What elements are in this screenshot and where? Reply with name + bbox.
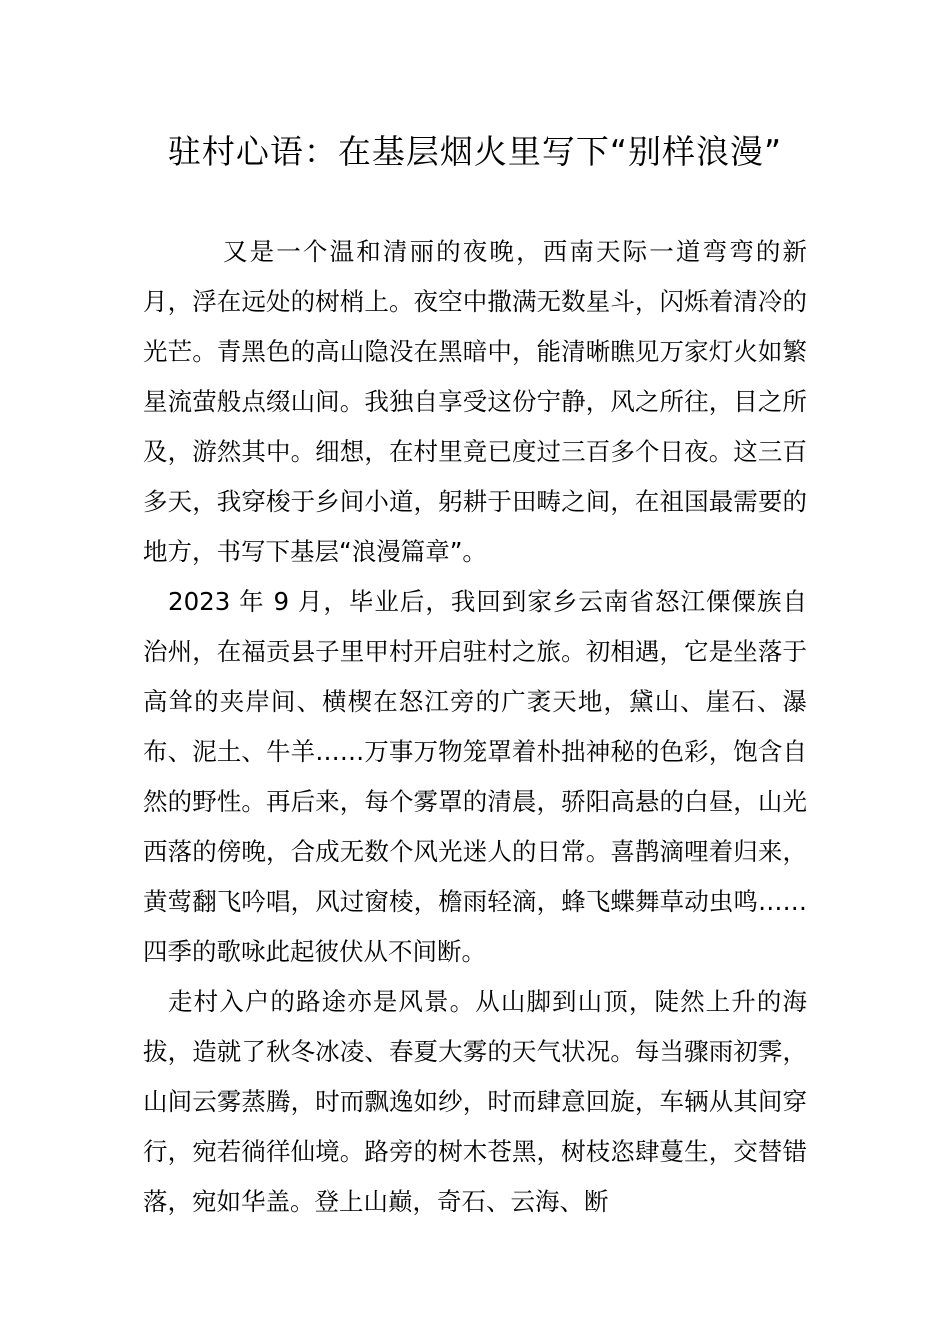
document-body [143, 227, 807, 1227]
document-title: 驻村心语：在基层烟火里写下“别样浪漫” [167, 132, 783, 171]
paragraph-3: 走村入户的路途亦是风景。从山脚到山顶，陡然上升的海拔，造就了秋冬冰凌、春夏大雾的天气状况。每当骤雨初霁，山间云雾蒸腾，时而飘逸如纱，时而肆意回旋，车辆从其间穿行，宛若徜徉仙境。路旁的树木苍黑，树枝恣肆蔓生，交替错落，宛如华盖。登上山巅，奇石、云海、断 [143, 987, 807, 1216]
paragraph-2: 2023 年 9 月，毕业后，我回到家乡云南省怒江傈僳族自治州，在福贡县子里甲村开启驻村之旅。初相遇，它是坐落于高耸的夹岸间、横楔在怒江旁的广袤天地，黛山、崖石、瀑布、泥土、牛羊……万事万物笼罩着朴拙神秘的色彩，饱含自然的野性。再后来，每个雾罩的清晨，骄阳高悬的白昼，山光西落的傍晚，合成无数个风光迷人的日常。喜鹊滴哩着归来，黄莺翻飞吟唱，风过窗棱，檐雨轻滴，蜂飞蝶舞草动虫鸣……四季的歌咏此起彼伏从不间断。 [143, 587, 807, 966]
paragraph-1: 又是一个温和清丽的夜晚，西南天际一道弯弯的新月，浮在远处的树梢上。夜空中撒满无数星斗，闪烁着清冷的光芒。青黑色的高山隐没在黑暗中，能清晰瞧见万家灯火如繁星流萤般点缀山间。我独自享受这份宁静，风之所往，目之所及，游然其中。细想，在村里竟已度过三百多个日夜。这三百多天，我穿梭于乡间小道，躬耕于田畴之间，在祖国最需要的地方，书写下基层“浪漫篇章”。 [143, 237, 807, 566]
